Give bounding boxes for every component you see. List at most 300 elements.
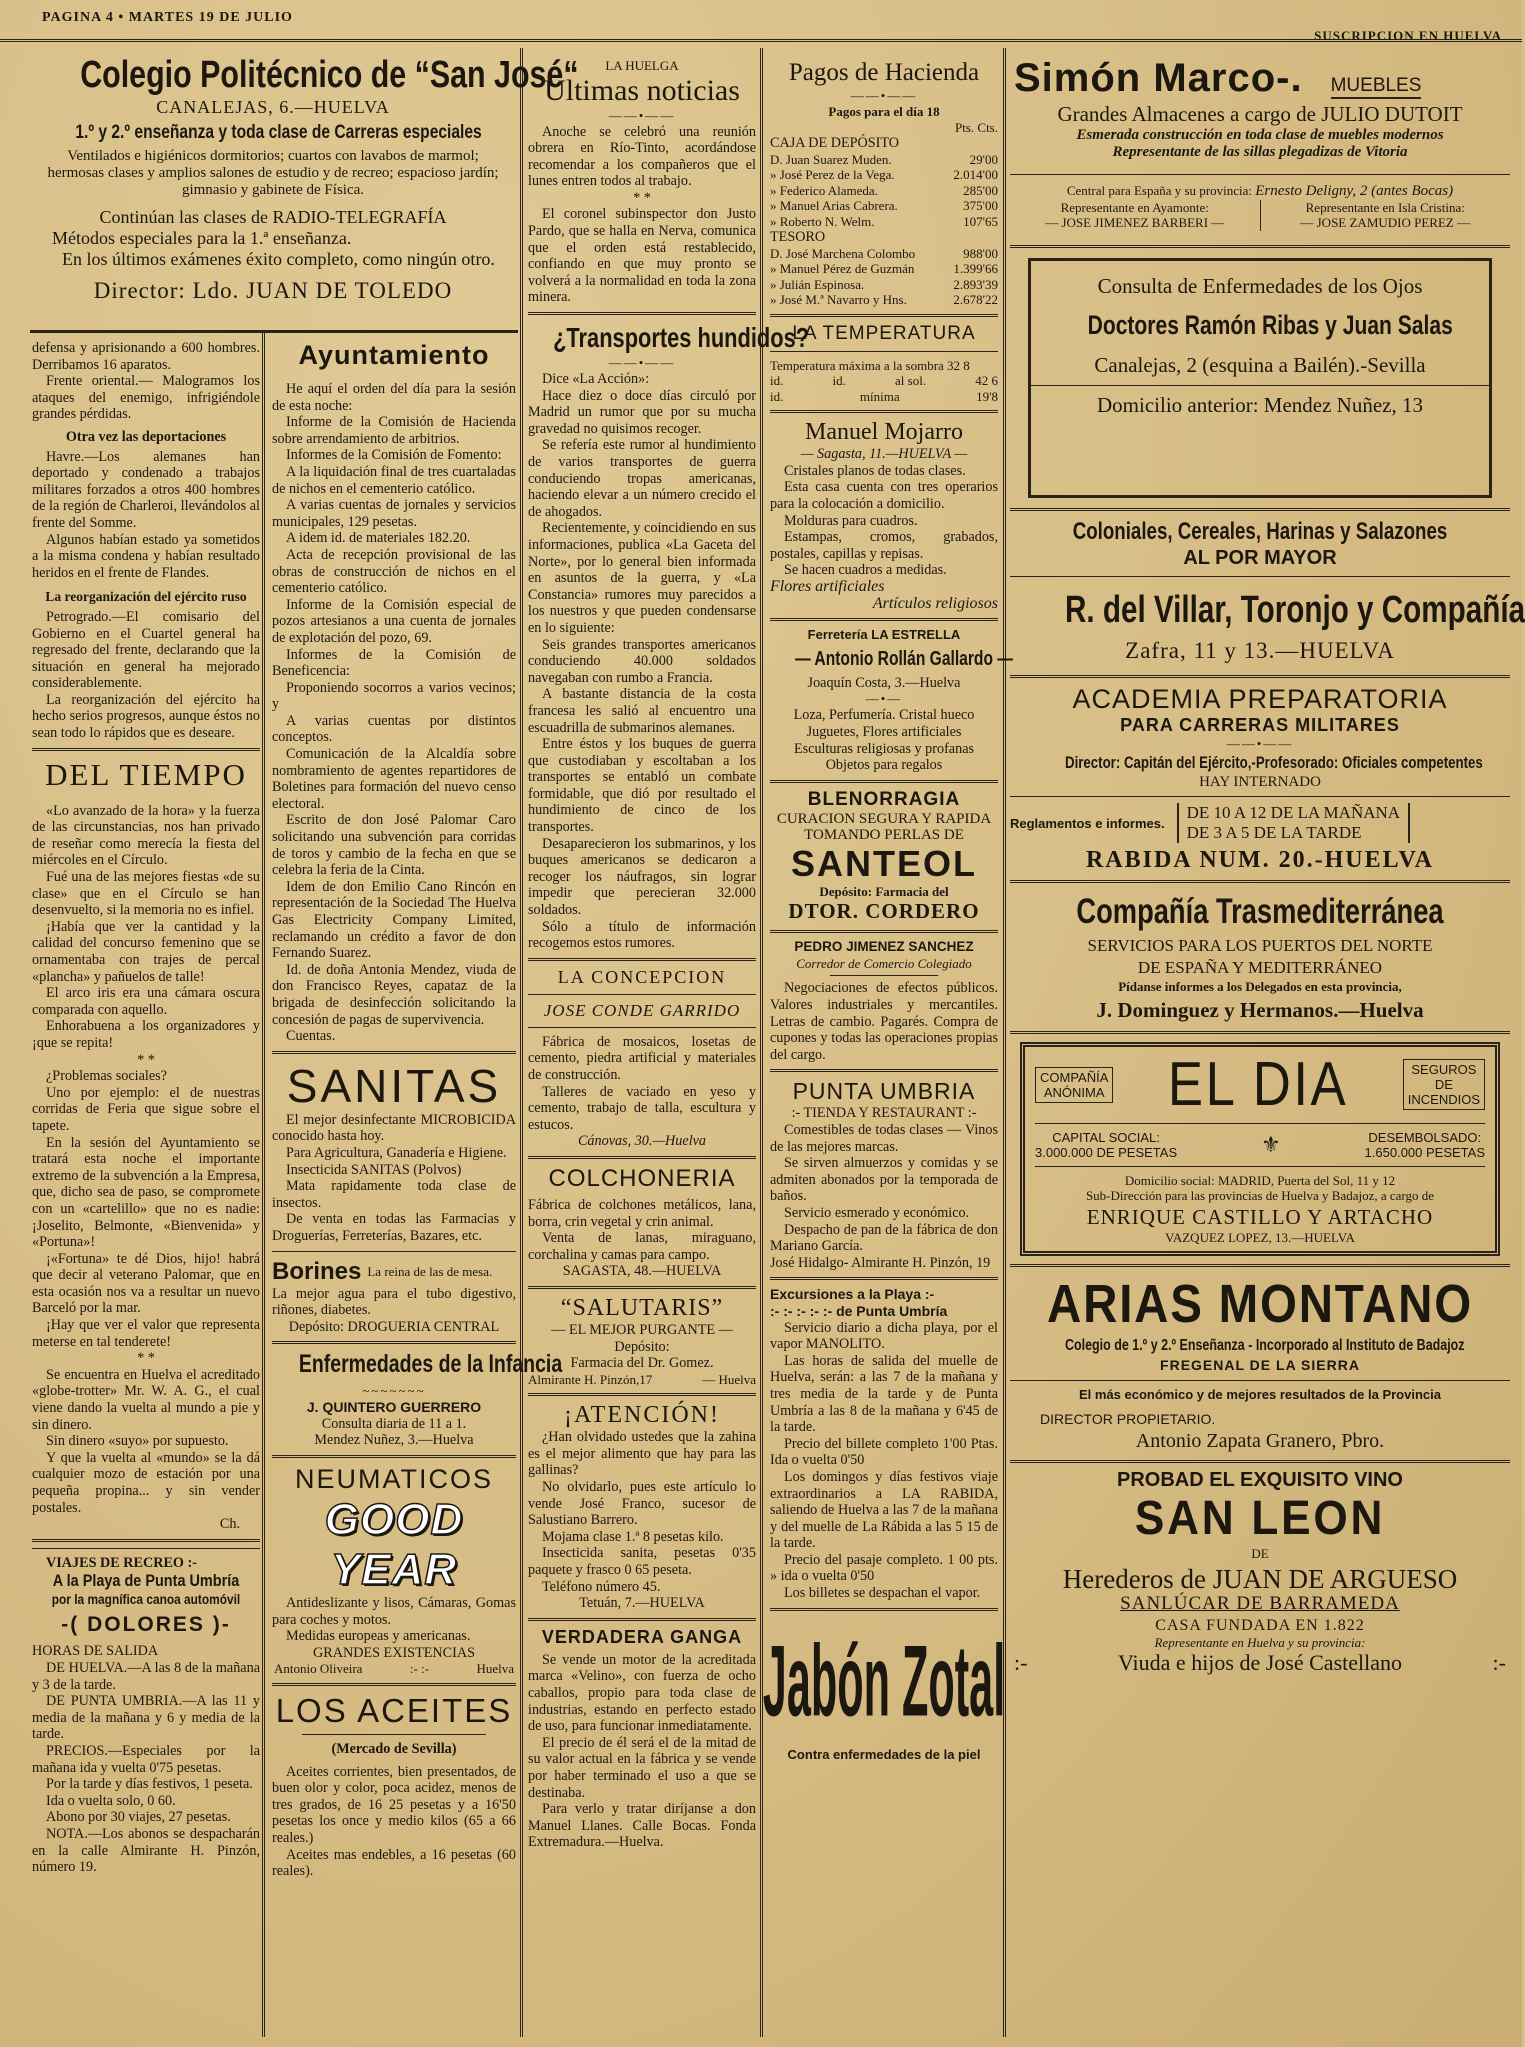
ad-text: Depósito: Farmacia del xyxy=(819,883,949,899)
separator-stars: * * xyxy=(633,189,651,206)
ad-text: Mojama clase 1.ª 8 pesetas kilo. xyxy=(542,1528,724,1545)
ad-text: Juguetes, Flores artificiales xyxy=(806,723,962,740)
zotal-ad xyxy=(762,1617,1006,1747)
pago-row xyxy=(770,183,998,199)
ad-text: — JOSE JIMENEZ BARBERI — xyxy=(1045,215,1225,231)
ad-text: Pídanse informes a los Delegados en esta provincia, xyxy=(1118,979,1402,995)
ad-text: Domicilio social: MADRID, Puerta del Sol, 11 y 12 xyxy=(1124,1172,1396,1188)
news-paragraph: Se encuentra en Huelva el acreditado «globe-trotter» Mr. W. A. G., el cual viene dando la vuelta al mundo a pie y sin dinero. xyxy=(32,1366,260,1433)
academia-title: ACADEMIA PREPARATORIA xyxy=(1072,683,1448,714)
ad-text: :- :- xyxy=(409,1661,430,1677)
temp-cell: id. xyxy=(770,388,784,404)
ad-text: Ernesto Deligny, 2 (antes Bocas) xyxy=(1255,183,1454,200)
news-heading: Otra vez las deportaciones xyxy=(65,428,227,445)
news-paragraph: Proponiendo socorros a varios vecinos; y xyxy=(272,679,516,713)
ad-text: Reglamentos e informes. xyxy=(1010,815,1165,831)
arias-montano-title: ARIAS MONTANO xyxy=(1047,1274,1473,1335)
ad-text: Farmacia del Dr. Gomez. xyxy=(570,1355,714,1372)
rollan-title: — Antonio Rollán Gallardo — xyxy=(795,647,1013,670)
pago-amount: 2.014'00 xyxy=(953,167,998,183)
conde-title: JOSE CONDE GARRIDO xyxy=(543,1000,741,1020)
column-2: Ayuntamiento He aquí el orden del día para la sesión de esta noche: Informe de la Comisión de Hacienda sobre arrendamiento de arbitrios. Informes de la Comisión de Fomento: A la liquidación final de tres cuartaladas de nichos en el cementerio católico. A varias cuentas de jornales y servicios municipales, 129 pesetas. A idem id. de materiales 182.20. Acta de recepción provisional de las obras de construcción de nichos en el cementerio católico. Informe de la Comisión especial de pozos artesianos a una cuenta de jornales de explotación del pozo, 69. Informes de la Comisión de Beneficencia: Proponiendo socorros a varios vecinos; y A varias cuentas por distintos conceptos. Comunicación de la Alcaldía sobre nombramiento de agentes repartidores de Boletines para formación del nuevo censo electoral. Escrito de don José Palomar Caro solicitando una subvención para corridas de toros y cambio de la fecha en que se celebra la feria de la Cinta. Idem de don Emilio Cano Rincón en representación de la Sociedad The Huelva Gas Electricity Company Limited, reclamando un crédito a favor de don Fernando Suarez. Id. de doña Antonia Mendez, viuda de don Francisco Reyes, capataz de la brigada de desinfección solicitando la concesión de pagas de supervivencia. Cuentas. SANITAS El mejor desinfectante MICROBICIDA conocido hasta hoy. Para Agricultura, Ganadería e Higiene. Insecticida SANITAS (Polvos) Mata rapidamente toda clase de insectos. De venta en todas las Farmacias y Droguerías, Ferreterías, Bazares, etc. Borines La reina de las de mesa. La mejor agua para el tubo digestivo, riñones, diabetes. Depósito: DROGUERIA CENTRAL Enfermedades de la Infancia ~~~~~~~ J. QUINTERO GUERRERO Consulta diaria de 11 a 1. Mendez Nuñez, 3.—Huelva NEUMATICOS GOOD YEAR Antideslizante y lisos, Cámaras, Gomas para coches y motos. Medidas europeas y americanas. GRANDES EXISTENCIAS Antonio Oliveira :- :- Huelva LOS ACEITES (Mercado de Sevilla) Aceites corrientes, bien presentados, de buen olor y color, poca acidez, menos de tres grados, de 16 25 pesetas y a 16'50 pesetas los once y medio kilos (65 a 66 reales.) Aceites mas endebles, a 16 pesetas (60 reales). xyxy=(272,340,563,1880)
ad-text: Venta de lanas, miraguano, corchalina y camas para campo. xyxy=(528,1230,756,1263)
colegio-subtitle: 1.º y 2.º enseñanza y toda clase de Carreras especiales xyxy=(75,122,482,143)
ad-text: Talleres de vaciado en yeso y cemento, trabajo de talla, escultura y estucos. xyxy=(528,1083,756,1133)
pago-name: » Federico Alameda. xyxy=(770,182,878,198)
section-rule xyxy=(30,330,518,333)
el-dia-ad xyxy=(1020,1042,1500,1257)
ad-text: El mejor desinfectante MICROBICIDA conocido hasta hoy. xyxy=(272,1111,516,1145)
trasmediterranea-title: Compañía Trasmediterránea xyxy=(1076,892,1444,932)
news-heading: La reorganización del ejército ruso xyxy=(45,589,247,605)
viajes-line: HORAS DE SALIDA xyxy=(32,1643,159,1660)
ad-text: DIRECTOR PROPIETARIO. xyxy=(1040,1411,1216,1428)
ad-text: Antonio Zapata Granero, Pbro. xyxy=(1135,1430,1385,1453)
sanitas-title: SANITAS xyxy=(286,1059,502,1112)
infancia-title: Enfermedades de la Infancia xyxy=(298,1350,563,1379)
villar-title: R. del Villar, Toronjo y Compañía xyxy=(1065,588,1525,631)
ad-text: DE ESPAÑA Y MEDITERRÁNEO xyxy=(1137,958,1383,978)
news-paragraph: A idem id. de materiales 182.20. xyxy=(286,530,471,547)
el-dia-right xyxy=(1403,1059,1485,1110)
pagos-table-tesoro xyxy=(770,246,998,308)
capital-box xyxy=(1035,1130,1177,1160)
ad-text: ¿Han olvidado ustedes que la zahina es el mejor alimento que hay para las gallinas? xyxy=(528,1429,756,1479)
excursiones-subtitle: :- :- :- :- :- de Punta Umbría xyxy=(770,1302,948,1319)
news-paragraph: Comunicación de la Alcaldía sobre nombramiento de agentes repartidores de Boletines para formación del nuevo censo electoral. xyxy=(272,746,516,812)
ad-text: Antonio Oliveira xyxy=(274,1661,363,1677)
news-paragraph: Informes de la Comisión de Beneficencia: xyxy=(272,646,516,680)
ad-text: Molduras para cuadros. xyxy=(784,512,918,529)
news-paragraph: El coronel subinspector don Justo Pardo, que se halla en Nerva, comunica que el orden está restablecido, confiando en que muy pronto se volverá a la normalidad en toda la zona minera. xyxy=(528,206,756,306)
ad-text: De venta en todas las Farmacias y Droguerías, Ferreterías, Bazares, etc. xyxy=(272,1211,516,1244)
viajes-line: A la Playa de Punta Umbría xyxy=(52,1571,240,1591)
ojos-ad xyxy=(1028,258,1492,498)
ad-text: — Sagasta, 11.—HUELVA — xyxy=(800,446,968,463)
ad-text: ANÓNIMA xyxy=(1043,1084,1105,1100)
temp-cell: mínima xyxy=(859,388,900,404)
ad-text: Consulta de Enfermedades de los Ojos xyxy=(1097,273,1423,298)
ad-text: Fábrica de colchones metálicos, lana, borra, crin vegetal y crin animal. xyxy=(528,1196,756,1230)
ad-text: Esta casa cuenta con tres operarios para la colocación a domicilio. xyxy=(770,479,998,512)
zotal-title: Jabón Zotal xyxy=(762,1625,1006,1738)
pago-row xyxy=(770,246,998,262)
pago-amount: 1.399'66 xyxy=(953,261,998,277)
ad-text: Consulta diaria de 11 a 1. xyxy=(321,1415,467,1432)
pagos-title: Pagos de Hacienda xyxy=(788,59,980,86)
ad-text: Viuda e hijos de José Castellano xyxy=(1117,1650,1402,1676)
coloniales-title: Coloniales, Cereales, Harinas y Salazones xyxy=(1072,517,1448,545)
ad-text: Cristales planos de todas clases. xyxy=(784,462,966,479)
rep-ayamonte xyxy=(1010,200,1261,231)
borines-tagline: La reina de las de mesa. xyxy=(367,1263,493,1279)
pago-row xyxy=(770,292,998,308)
mojarro-title: Manuel Mojarro xyxy=(805,419,963,446)
colegio-body: Ventilados e higiénicos dormitorios; cuartos con lavabos de marmol; hermosas clases y amplios salones de estudio y de recreo; espacioso jardín; gimnasio y gabinete de Física. xyxy=(47,148,499,198)
ad-text: Canalejas, 2 (esquina a Bailén).-Sevilla xyxy=(1094,352,1426,377)
ad-text: Servicio diario a dicha playa, por el vapor MANOLITO. xyxy=(770,1319,998,1353)
colegio-line1: Continúan las clases de RADIO-TELEGRAFÍA xyxy=(99,207,447,227)
signature: Ch. xyxy=(219,1516,240,1533)
news-paragraph: A bastante distancia de la costa francesa les salió al encuentro una escuadrilla de submarinos alemanes. xyxy=(528,686,756,736)
ad-text: Precio del pasaje completo. 1 00 pts. » ida o vuelta 0'50 xyxy=(770,1551,998,1585)
pago-amount: 107'65 xyxy=(963,213,998,229)
doctores-title: Doctores Ramón Ribas y Juan Salas xyxy=(1087,309,1453,340)
oliveira-row xyxy=(272,1661,516,1677)
ad-text: SAGASTA, 48.—HUELVA xyxy=(562,1263,722,1280)
pago-amount: 988'00 xyxy=(963,245,998,261)
news-paragraph: Fué una de las mejores fiestas «de su clase» que en el Círculo se han desenvuelto, si la memoria no es infiel. xyxy=(32,869,260,919)
ad-text: SANLÚCAR DE BARRAMEDA xyxy=(1120,1592,1400,1614)
ad-text: Negociaciones de efectos públicos. Valores industriales y mercantiles. Letras de cambio. Pagarés. Compra de cupones y todas las operaciones propias del cargo. xyxy=(770,980,998,1063)
el-dia-capital xyxy=(1035,1130,1485,1160)
simon-header xyxy=(1010,56,1510,101)
ad-text: La mejor agua para el tubo digestivo, riñones, diabetes. xyxy=(272,1285,516,1319)
ad-text: Depósito: xyxy=(614,1338,670,1355)
pago-name: » Manuel Arias Cabrera. xyxy=(770,198,898,214)
temp-cell: 19'8 xyxy=(976,388,998,404)
ad-text: Fábrica de mosaicos, losetas de cemento, piedra artificial y materiales de construcción. xyxy=(528,1033,756,1083)
ad-text: GRANDES EXISTENCIAS xyxy=(313,1644,475,1661)
header-left: PAGINA 4 • MARTES 19 DE JULIO xyxy=(42,10,293,25)
pago-row xyxy=(770,277,998,293)
pagos-unit: Pts. Cts. xyxy=(955,119,998,135)
pago-name: » Julián Espinosa. xyxy=(770,276,865,292)
news-paragraph: A varias cuentas por distintos conceptos. xyxy=(272,712,516,746)
ad-text: Flores artificiales xyxy=(770,577,885,595)
ad-text xyxy=(1010,183,1510,200)
ad-text: DE xyxy=(1434,1077,1453,1093)
news-paragraph: Entre éstos y los buques de guerra que custodiaban y escoltaban a los transportes se entabló un combate formidable, que dió por resultado el hundimiento de cinco de los transportes. xyxy=(528,736,756,836)
news-paragraph: He aquí el orden del día para la sesión de esta noche: xyxy=(272,381,516,414)
ad-text: Representante en Ayamonte: xyxy=(1060,199,1209,215)
cordero-title: DTOR. CORDERO xyxy=(788,899,980,924)
ad-text: Insecticida sanita, pesetas 0'35 paquete y frasco 0 65 peseta. xyxy=(528,1545,756,1578)
ad-text: Corredor de Comercio Colegiado xyxy=(796,955,972,971)
pago-row xyxy=(770,214,998,230)
ad-text: (Mercado de Sevilla) xyxy=(331,1740,457,1757)
pago-amount: 2.893'39 xyxy=(953,276,998,292)
news-paragraph: Cuentas. xyxy=(286,1028,336,1045)
news-paragraph: ¿Problemas sociales? xyxy=(46,1068,167,1085)
ad-text: Esculturas religiosas y profanas xyxy=(793,740,975,757)
pagos-section: TESORO xyxy=(770,229,826,246)
ad-text: Representante en Isla Cristina: xyxy=(1305,199,1465,215)
salutaris-address xyxy=(528,1372,756,1388)
column-rule xyxy=(262,333,265,2037)
pago-row xyxy=(770,167,998,183)
news-paragraph: ¡Había que ver la cantidad y la calidad del concurso femenino que se ornamentaba con trajes de percal «plancha» y pañuelos de talle! xyxy=(32,918,260,985)
ad-text: SEGUROS xyxy=(1411,1062,1477,1078)
ad-text: Artículos religiosos xyxy=(872,594,998,612)
pago-name: » Roberto N. Welm. xyxy=(770,213,875,229)
news-paragraph: Y que la vuelta al «mundo» se la dá cualquier mozo de estación por una pequeña propina... y sin vender postales. xyxy=(32,1449,260,1516)
goodyear-logo: GOOD YEAR xyxy=(324,1495,464,1595)
zotal-tagline: Contra enfermedades de la piel xyxy=(787,1746,981,1762)
news-paragraph: Desaparecieron los submarinos, y los buques americanos se dedicaron a recoger los náufragos, sin lograr impedir que perecieran 32.000 soldados. xyxy=(528,835,756,919)
ad-text: DE xyxy=(1251,1546,1269,1562)
ad-text: Colegio de 1.º y 2.º Enseñanza - Incorporado al Instituto de Badajoz xyxy=(1065,1337,1465,1355)
news-paragraph: Escrito de don José Palomar Caro solicitando una subvención para corridas de toros y cambio de la fecha en que se celebra la feria de la Cinta. xyxy=(272,812,516,879)
colchoneria-title: COLCHONERIA xyxy=(548,1164,736,1192)
ad-text: J. QUINTERO GUERRERO xyxy=(306,1399,482,1416)
ad-text: Huelva xyxy=(476,1661,514,1677)
atencion-title: ¡ATENCIÓN! xyxy=(564,1402,720,1429)
ad-text: ENRIQUE CASTILLO Y ARTACHO xyxy=(1086,1204,1434,1229)
news-paragraph: A varias cuentas de jornales y servicios municipales, 129 pesetas. xyxy=(272,497,516,530)
ad-text: Para verlo y tratar diríjanse a don Manuel Llanes. Calle Bocas. Fonda Extremadura.—Huelva. xyxy=(528,1801,756,1851)
ad-text: SERVICIOS PARA LOS PUERTOS DEL NORTE xyxy=(1087,936,1433,956)
el-dia-title: EL DIA xyxy=(1167,1049,1349,1119)
pago-name: D. Juan Suarez Muden. xyxy=(770,151,892,167)
news-paragraph: En la sesión del Ayuntamiento se tratará esta noche el importante extremo de la subvención a la Empresa, que, dicho sea de paso, se compromete con un «cartelillo» que no es nadie: ¡Joselito, Belmonte, «Bienvenida» y «Portuna»! xyxy=(32,1134,260,1251)
simon-reps xyxy=(1010,200,1510,231)
page-header xyxy=(0,0,1522,42)
simon-title: Simón Marco-. xyxy=(1014,56,1303,100)
separator-stars: * * xyxy=(137,1051,155,1068)
column-5: Simón Marco-. MUEBLES Grandes Almacenes a cargo de JULIO DUTOIT Esmerada construcción en toda clase de muebles modernos Representante de las sillas plegadizas de Vitoria Central para España y su provincia: Ernesto Deligny, 2 (antes Bocas) Representante en Ayamonte: — JOSE JIMENEZ BARBERI — Representante en Isla Cristina: — JOSE ZAMUDIO PEREZ — Consulta de Enfermedades de los Ojos Doctores Ramón Ribas y Juan Salas Canalejas, 2 (esquina a Bailén).-Sevilla Domicilio anterior: Mendez Nuñez, 13 Coloniales, Cereales, Harinas y Salazones AL POR MAYOR R. del Villar, Toronjo y Compañía Zafra, 11 y 13.—HUELVA ACADEMIA PREPARATORIA PARA CARRERAS MILITARES ——•—— Director: Capitán del Ejército,-Profesorado: Oficiales competentes HAY INTERNADO Reglamentos e informes. DE 10 A 12 DE LA MAÑANA DE 3 A 5 DE LA TARDE RABIDA NUM. 20.-HUELVA Compañía Trasmediterránea SERVICIOS PARA LOS PUERTOS DEL NORTE DE ESPAÑA Y MEDITERRÁNEO Pídanse informes a los Delegados en esta provincia, J. Dominguez y Hermanos.—Huelva COMPAÑÍA ANÓNIMA EL DIA SEGUROS DE INCENDIOS CAPITAL SOCIAL: 3.000.000 DE PESETAS ⚜ DESEMBOLSADO: 1.650.000 PESETAS Domicilio social: MADRID, Puerta del Sol, 11 y 12 Sub-Dirección para las provincias de Huelva y Badajoz, a cargo de ENRIQUE CASTILLO Y ARTACHO VAZQUEZ LOPEZ, 13.—HUELVA ARIAS MONTANO Colegio de 1.º y 2.º Enseñanza - Incorporado al Instituto de Badajoz FREGENAL DE LA SIERRA El más económico y de mejores resultados de la Provincia DIRECTOR PROPIETARIO. Antonio Zapata Granero, Pbro. PROBAD EL EXQUISITO VINO SAN LEON DE Herederos de JUAN DE ARGUESO SANLÚCAR DE BARRAMEDA CASA FUNDADA EN 1.822 Representante en Huelva y su provincia: :- Viuda e hijos de José Castellano :- xyxy=(1010,56,1525,1676)
news-paragraph: Frente oriental.— Malogramos los ataques del enemigo, infrigiéndole grandes pérdidas. xyxy=(32,373,260,423)
colegio-ad xyxy=(32,48,579,330)
ad-text: El precio de él será el de la mitad de su valor actual en la fábrica y se vende por haber terminado el uso a que se destinaba. xyxy=(528,1734,756,1801)
ad-text: Servicio esmerado y económico. xyxy=(784,1205,970,1221)
ad-text: Joaquín Costa, 3.—Huelva xyxy=(807,674,961,691)
ad-text: Para Agricultura, Ganadería e Higiene. xyxy=(286,1144,507,1161)
san-leon-title: SAN LEON xyxy=(1134,1492,1386,1546)
castellano-row xyxy=(1010,1650,1510,1676)
colegio-title: Colegio Politécnico de “San José“ xyxy=(80,54,579,96)
ad-text: Esmerada construcción en toda clase de muebles modernos xyxy=(1076,127,1444,143)
pagos-section: CAJA DE DEPÓSITO xyxy=(770,135,900,151)
neumaticos-title: NEUMATICOS xyxy=(294,1464,493,1495)
news-paragraph: Id. de doña Antonia Mendez, viuda de don Francisco Reyes, capataz de la brigada de desinfección solicitando la concesión de pagas de supervivencia. xyxy=(272,961,516,1028)
ad-text: Se vende un motor de la acreditada marca «Velino», con fuerza de ocho caballos, propio para toda clase de industrias, estando en perfecto estado de uso, para funcionar inmediatamente. xyxy=(528,1651,756,1735)
borines-ad xyxy=(272,1258,516,1286)
ad-text: HAY INTERNADO xyxy=(1199,773,1321,790)
ad-text: José Hidalgo- Almirante H. Pinzón, 19 xyxy=(770,1254,991,1271)
ad-text: VAZQUEZ LOPEZ, 13.—HUELVA xyxy=(1165,1229,1355,1245)
el-dia-left xyxy=(1035,1067,1113,1103)
viajes-line: NOTA.—Los abonos se despacharán en la calle Almirante H. Pinzón, número 19. xyxy=(32,1825,260,1876)
news-paragraph: Aceites mas endebles, a 16 pesetas (60 reales). xyxy=(272,1846,516,1880)
ad-text: Comestibles de todas clases — Vinos de las mejores marcas. xyxy=(770,1122,998,1155)
ad-text: Mata rapidamente toda clase de insectos. xyxy=(272,1178,516,1211)
punta-umbria-title: PUNTA UMBRIA xyxy=(792,1078,976,1105)
ad-text: :- xyxy=(1014,1650,1028,1676)
ad-text: CURACION SEGURA Y RAPIDA xyxy=(776,810,992,827)
ad-text: — Huelva xyxy=(702,1371,756,1387)
ad-text: DESEMBOLSADO: xyxy=(1368,1129,1482,1145)
ad-text: Teléfono número 45. xyxy=(542,1578,661,1595)
pago-name: D. José Marchena Colombo xyxy=(770,245,916,261)
del-tiempo-title: DEL TIEMPO xyxy=(45,756,247,792)
viajes-line: Ida o vuelta solo, 0 60. xyxy=(46,1792,176,1809)
news-paragraph: Idem de don Emilio Cano Rincón en representación de la Sociedad The Huelva Gas Electricity Company Limited, reclamando un crédito a favor de don Fernando Suarez. xyxy=(272,878,516,962)
ad-text: Representante de las sillas plegadizas de Vitoria xyxy=(1112,143,1408,160)
pago-row xyxy=(770,198,998,214)
news-paragraph: ¡Hay que ver el valor que representa meterse en tal tenderete! xyxy=(32,1317,260,1350)
ad-text: Almirante H. Pinzón,17 xyxy=(528,1371,653,1387)
rep-isla-cristina xyxy=(1261,200,1511,231)
pjs-title: PEDRO JIMENEZ SANCHEZ xyxy=(794,939,974,955)
ad-text: Herederos de JUAN DE ARGUESO xyxy=(1062,1563,1458,1594)
temp-row xyxy=(770,389,998,405)
temp-cell: id. xyxy=(770,373,784,389)
salutaris-title: “SALUTARIS” xyxy=(560,1294,724,1321)
viajes-line: PRECIOS.—Especiales por la mañana ida y vuelta 0'75 pesetas. xyxy=(32,1742,260,1776)
ad-text: Depósito: DROGUERIA CENTRAL xyxy=(288,1318,500,1335)
mayor-label: AL POR MAYOR xyxy=(1183,546,1337,569)
transportes-title: ¿Transportes hundidos? xyxy=(553,322,810,354)
ad-text: Medidas europeas y americanas. xyxy=(286,1628,471,1645)
ad-text: Cánovas, 30.—Huelva xyxy=(577,1133,707,1150)
ad-text: Las horas de salida del muelle de Huelva, serán: a las 7 de la mañana y tres media de la tarde y de Punta Umbría a las 8 de la mañana y 6'45 de la tarde. xyxy=(770,1352,998,1436)
ad-text: DE 3 A 5 DE LA TARDE xyxy=(1186,823,1362,843)
ad-text: COMPAÑÍA xyxy=(1040,1069,1109,1085)
temp-row: Temperatura máxima a la sombra 32 8 xyxy=(770,357,970,373)
ad-text: Central para España y su provincia: xyxy=(1066,183,1253,199)
ad-text: Despacho de pan de la fábrica de don Mariano García. xyxy=(770,1221,998,1255)
news-paragraph: Recientemente, y coincidiendo en sus informaciones, publica «La Gaceta del Norte», por lo general bien informada en asuntos de la guerra, y «La Constancia» rumores muy parecidos a los nuestros y que pueden condensarse en lo siguiente: xyxy=(528,520,756,636)
news-paragraph: Acta de recepción provisional de las obras de construcción de nichos en el cementerio católico. xyxy=(272,546,516,597)
viajes-line: Por la tarde y días festivos, 1 peseta. xyxy=(46,1776,253,1793)
el-dia-header xyxy=(1035,1049,1485,1119)
ad-text: Representante en Huelva y su provincia: xyxy=(1154,1634,1366,1650)
desembolsado-box xyxy=(1365,1130,1485,1160)
viajes-line: DE PUNTA UMBRIA.—A las 11 y media de la mañana y 6 y media de la tarde. xyxy=(32,1693,260,1743)
probad-title: PROBAD EL EXQUISITO VINO xyxy=(1117,1469,1403,1492)
excursiones-title: Excursiones a la Playa :- xyxy=(770,1286,935,1303)
ad-text: Mendez Nuñez, 3.—Huelva xyxy=(314,1432,474,1449)
pago-amount: 285'00 xyxy=(963,182,998,198)
temperatura-title: LA TEMPERATURA xyxy=(792,322,976,344)
ad-text: TOMANDO PERLAS DE xyxy=(804,827,964,844)
ad-text: DE 10 A 12 DE LA MAÑANA xyxy=(1186,803,1401,823)
huelga-title: Ultimas noticias xyxy=(544,73,740,107)
ad-text: J. Dominguez y Hermanos.—Huelva xyxy=(1096,997,1424,1022)
pago-amount: 375'00 xyxy=(963,198,998,214)
news-paragraph: Sin dinero «suyo» por supuesto. xyxy=(46,1433,229,1450)
ad-text: Se sirven almuerzos y comidas y se admiten abonados por la temporada de baños. xyxy=(770,1155,998,1205)
ad-text: CAPITAL SOCIAL: xyxy=(1052,1129,1160,1145)
temp-cell: al sol. xyxy=(895,373,927,389)
ad-text: — EL MEJOR PURGANTE — xyxy=(551,1321,733,1338)
ad-text: 3.000.000 DE PESETAS xyxy=(1035,1144,1178,1160)
ad-text: Precio del billete completo 1'00 Ptas. Ida o vuelta 0'50 xyxy=(770,1435,998,1469)
ad-text: El más económico y de mejores resultados de la Provincia xyxy=(1079,1386,1441,1402)
news-paragraph: Anoche se celebró una reunión obrera en Río-Tinto, acordándose recomendar a los compañeros que el lunes entren todos al trabajo. xyxy=(528,123,756,190)
news-paragraph: Petrogrado.—El comisario del Gobierno en el Cuartel general ha regresado del frente, declarando que la situación en general ha mejorado considerablemente. xyxy=(32,608,260,692)
rabida-label: RABIDA NUM. 20.-HUELVA xyxy=(1085,847,1435,874)
ad-text: No olvidarlo, pues este artículo lo vende José Franco, sucesor de Salustiano Barrero. xyxy=(528,1479,756,1529)
ad-text: Director: Capitán del Ejército,-Profesorado: Oficiales competentes xyxy=(1065,752,1483,772)
ad-text: Zafra, 11 y 13.—HUELVA xyxy=(1125,637,1395,663)
pago-name: » José Perez de la Vega. xyxy=(770,167,895,183)
ad-text: Los billetes se despachan el vapor. xyxy=(784,1585,981,1602)
ad-text: Objetos para regalos xyxy=(825,757,943,774)
pago-row xyxy=(770,261,998,277)
news-paragraph: Dice «La Acción»: xyxy=(542,371,650,388)
blenorragia-title: BLENORRAGIA xyxy=(807,788,961,810)
muebles-label: MUEBLES xyxy=(1331,75,1422,99)
temp-cell: id. xyxy=(832,373,846,389)
separator-stars: * * xyxy=(137,1350,155,1367)
viajes-title: VIAJES DE RECREO :- xyxy=(46,1554,197,1571)
aceites-title: LOS ACEITES xyxy=(275,1691,513,1729)
ganga-title: VERDADERA GANGA xyxy=(541,1626,743,1647)
ad-text: Se hacen cuadros a medidas. xyxy=(784,562,947,579)
viajes-ad xyxy=(32,1548,260,1876)
colegio-address: CANALEJAS, 6.—HUELVA xyxy=(156,97,390,117)
news-paragraph: Enhorabuena a los organizadores y ¡que se repita! xyxy=(32,1018,260,1051)
colegio-director: Director: Ldo. JUAN DE TOLEDO xyxy=(93,278,453,303)
viajes-boat: -( DOLORES )- xyxy=(61,1613,231,1637)
pago-name: » Manuel Pérez de Guzmán xyxy=(770,261,915,277)
news-paragraph: Informe de la Comisión de Hacienda sobre arrendamiento de arbitrios. xyxy=(272,414,516,447)
santeol-title: SANTEOL xyxy=(790,842,977,884)
news-paragraph: Seis grandes transportes americanos conduciendo 40.000 soldados navegaban con rumbo a Francia. xyxy=(528,636,756,686)
ad-text: Domicilio anterior: Mendez Nuñez, 13 xyxy=(1097,392,1423,417)
news-paragraph: Informes de la Comisión de Fomento: xyxy=(286,447,502,464)
header-right: SUSCRIPCION EN HUELVA xyxy=(1314,28,1502,43)
ad-text: INCENDIOS xyxy=(1407,1092,1480,1108)
ad-text: Insecticida SANITAS (Polvos) xyxy=(286,1161,462,1178)
concepcion-title: LA CONCEPCION xyxy=(557,966,727,987)
pagos-date: Pagos para el día 18 xyxy=(828,104,940,119)
column-4: Pagos de Hacienda ——•—— Pagos para el día 18 Pts. Cts. CAJA DE DEPÓSITO D. Juan Suarez Muden. 29'00 » José Perez de la Vega. 2.014'00 » Federico Alameda. 285'00 » Manuel Arias Cabrera. 375'00 » Roberto N. Welm. 107'65 TESORO D. José Marchena Colombo 988'00 » Manuel Pérez de Guzmán 1.399'66 » Julián Espinosa. 2.893'39 » José M.ª Navarro y Hns. 2.678'22 LA TEMPERATURA Temperatura máxima a la sombra 32 8 id. id. al sol. 42 6 id. mínima 19'8 Manuel Mojarro — Sagasta, 11.—HUELVA — Cristales planos de todas clases. Esta casa cuenta con tres operarios para la colocación a domicilio. Molduras para cuadros. Estampas, cromos, grabados, postales, capillas y repisas. Se hacen cuadros a medidas. Flores artificiales Artículos religiosos Ferretería LA ESTRELLA — Antonio Rollán Gallardo — Joaquín Costa, 3.—Huelva —•— Loza, Perfumería. Cristal hueco Juguetes, Flores artificiales Esculturas religiosas y profanas Objetos para regalos BLENORRAGIA CURACION SEGURA Y RAPIDA TOMANDO PERLAS DE SANTEOL Depósito: Farmacia del DTOR. CORDERO PEDRO JIMENEZ SANCHEZ Corredor de Comercio Colegiado Negociaciones de efectos públicos. Valores industriales y mercantiles. Letras de cambio. Pagarés. Compra de cupones y todas las operaciones propias del cargo. PUNTA UMBRIA :- TIENDA Y RESTAURANT :- Comestibles de todas clases — Vinos de las mejores marcas. Se sirven almuerzos y comidas y se admiten abonados por la temporada de baños. Servicio esmerado y económico. Despacho de pan de la fábrica de don Mariano García. José Hidalgo- Almirante H. Pinzón, 19 Excursiones a la Playa :- :- :- :- :- :- de Punta Umbría Servicio diario a dicha playa, por el vapor MANOLITO. Las horas de salida del muelle de Huelva, serán: a las 7 de la mañana y tres media de la tarde y de Punta Umbría a las 8 de la mañana y 6'45 de la tarde. Precio del billete completo 1'00 Ptas. Ida o vuelta 0'50 Los domingos y días festivos viaje extraordinarios a LA RABIDA, saliendo de Huelva a las 7 de la mañana y del muelle de La Rábida a las 5 15 de la tarde. Precio del pasaje completo. 1 00 pts. » ida o vuelta 0'50 Los billetes se despachan el vapor. Jabón Zotal Contra enfermedades de la piel xyxy=(762,59,1013,1762)
academia-subtitle: PARA CARRERAS MILITARES xyxy=(1120,714,1400,735)
hours-box xyxy=(1177,803,1410,843)
news-paragraph: Informe de la Comisión especial de pozos artesianos a una cuenta de jornales de explotación del pozo, 69. xyxy=(272,596,516,646)
ad-text: Tetuán, 7.—HUELVA xyxy=(579,1595,705,1612)
news-paragraph: defensa y aprisionando a 600 hombres. Derribamos 16 aparatos. xyxy=(32,340,260,373)
ad-text: Loza, Perfumería. Cristal hueco xyxy=(793,707,975,724)
news-paragraph: ¡«Fortuna» te dé Dios, hijo! habrá que decir al veterano Palomar, que en esta ocasión nos va a resultar un nuevo Barceló por la mar. xyxy=(32,1250,260,1317)
ad-text: 1.650.000 PESETAS xyxy=(1364,1144,1485,1160)
news-paragraph: «Lo avanzado de la hora» y la fuerza de las circunstancias, nos han privado de reseñar como merecía la fiesta del miércoles en el Círculo. xyxy=(32,802,260,869)
pago-name: » José M.ª Navarro y Hns. xyxy=(770,292,907,308)
pagos-table-caja xyxy=(770,152,998,230)
viajes-line: DE HUELVA.—A las 8 de la mañana y 3 de la tarde. xyxy=(32,1659,260,1693)
ad-text: — JOSE ZAMUDIO PEREZ — xyxy=(1300,215,1471,231)
ad-text: Antideslizante y lisos, Cámaras, Gomas para coches y motos. xyxy=(272,1595,516,1628)
news-paragraph: Havre.—Los alemanes han deportado y condenado a trabajos militares forzados a otros 400 hombres de la región de Charleroi, llevándolos al frente del Somme. xyxy=(32,448,260,531)
news-paragraph: Aceites corrientes, bien presentados, de buen olor y color, poca acidez, menos de tres grados, de 16 25 pesetas y a 16'50 pesetas los once y medio kilos (65 a 66 reales.) xyxy=(272,1763,516,1846)
news-paragraph: La reorganización del ejército ha hecho serios progresos, aunque éstos no sean todo lo rápidos que es deseare. xyxy=(32,691,260,742)
news-paragraph: Algunos habían estado ya sometidos a la misma condena y habían resultado heridos en el frente de Flandes. xyxy=(32,531,260,581)
news-paragraph: Hace diez o doce días circuló por Madrid un rumor que por su mucha gravedad no quisimos recoger. xyxy=(528,387,756,437)
ferreteria-title: Ferretería LA ESTRELLA xyxy=(807,627,961,643)
pago-amount: 2.678'22 xyxy=(953,292,998,308)
kicker: LA HUELGA xyxy=(605,58,679,73)
colegio-line2: Métodos especiales para la 1.ª enseñanza. xyxy=(52,228,352,248)
ad-text: Los domingos y días festivos viaje extraordinarios a LA RABIDA, saliendo de Huelva a las 7 de la mañana y del muelle de La Rábida a las 5 15 de la tarde. xyxy=(770,1468,998,1552)
colegio-line3: En los últimos exámenes éxito completo, como ningún otro. xyxy=(62,249,495,269)
column-rule xyxy=(520,48,523,2037)
temp-row xyxy=(770,373,998,389)
column-3: LA HUELGA Ultimas noticias ——•—— Anoche se celebró una reunión obrera en Río-Tinto, acordándose recomendar a los compañeros que el lunes entren todos al trabajo. * * El coronel subinspector don Justo Pardo, que se halla en Nerva, comunica que el orden está restablecido, confiando en que muy pronto se volverá a la normalidad en toda la zona minera. ¿Transportes hundidos? ——•—— Dice «La Acción»: Hace diez o doce días circuló por Madrid un rumor que por su mucha gravedad no quisimos recoger. Se refería este rumor al hundimiento de varios transportes de guerra conduciendo tropas americanas, haciendo elevar a un número crecido el de ahogados. Recientemente, y coincidiendo en sus informaciones, publica «La Gaceta del Norte», por lo general bien informada en asuntos de la guerra, y «La Constancia» rumores muy parecidos a los nuestros y que pueden condensarse en lo siguiente: Seis grandes transportes americanos conduciendo 40.000 soldados navegaban con rumbo a Francia. A bastante distancia de la costa francesa les salió al encuentro una escuadrilla de submarinos alemanes. Entre éstos y los buques de guerra que custodiaban y escoltaban a los transportes se entabló un combate formidable, que dió por resultado el hundimiento de cinco de los transportes. Desaparecieron los submarinos, y los buques americanos se dedicaron a recoger los náufragos, sin lograr impedir que perecieran 32.000 soldados. Sólo a título de información recogemos estos rumores. LA CONCEPCION JOSE CONDE GARRIDO Fábrica de mosaicos, losetas de cemento, piedra artificial y materiales de construcción. Talleres de vaciado en yeso y cemento, trabajo de talla, escultura y estucos. Cánovas, 30.—Huelva COLCHONERIA Fábrica de colchones metálicos, lana, borra, crin vegetal y crin animal. Venta de lanas, miraguano, corchalina y camas para campo. SAGASTA, 48.—HUELVA “SALUTARIS” — EL MEJOR PURGANTE — Depósito: Farmacia del Dr. Gomez. Almirante H. Pinzón,17 — Huelva ¡ATENCIÓN! ¿Han olvidado ustedes que la zahina es el mejor alimento que hay para las gallinas? No olvidarlo, pues este artículo lo vende José Franco, sucesor de Salustiano Barrero. Mojama clase 1.ª 8 pesetas kilo. Insecticida sanita, pesetas 0'35 paquete y frasco 0 65 peseta. Teléfono número 45. Tetuán, 7.—HUELVA VERDADERA GANGA Se vende un motor de la acreditada marca «Velino», con fuerza de ocho caballos, propio para toda clase de industrias, estando en perfecto estado de uso, para funcionar inmediatamente. El precio de él será el de la mitad de su valor actual en la fábrica y se vende por haber terminado el uso a que se destinaba. Para verlo y tratar diríjanse a don Manuel Llanes. Calle Bocas. Fonda Extremadura.—Huelva. xyxy=(528,58,810,1851)
ad-text: Sub-Dirección para las provincias de Huelva y Badajoz, a cargo de xyxy=(1085,1188,1435,1204)
pago-row xyxy=(770,152,998,168)
academia-hours xyxy=(1010,803,1510,843)
pago-amount: 29'00 xyxy=(969,151,998,167)
ad-text: FREGENAL DE LA SIERRA xyxy=(1160,1357,1360,1374)
ad-text: CASA FUNDADA EN 1.822 xyxy=(1155,1617,1365,1635)
shield-icon: ⚜ xyxy=(1260,1131,1281,1157)
news-paragraph: Sólo a título de información recogemos estos rumores. xyxy=(528,918,756,952)
viajes-line: Abono por 30 viajes, 27 pesetas. xyxy=(46,1809,231,1826)
news-paragraph: A la liquidación final de tres cuartaladas de nichos en el cementerio católico. xyxy=(272,463,516,497)
